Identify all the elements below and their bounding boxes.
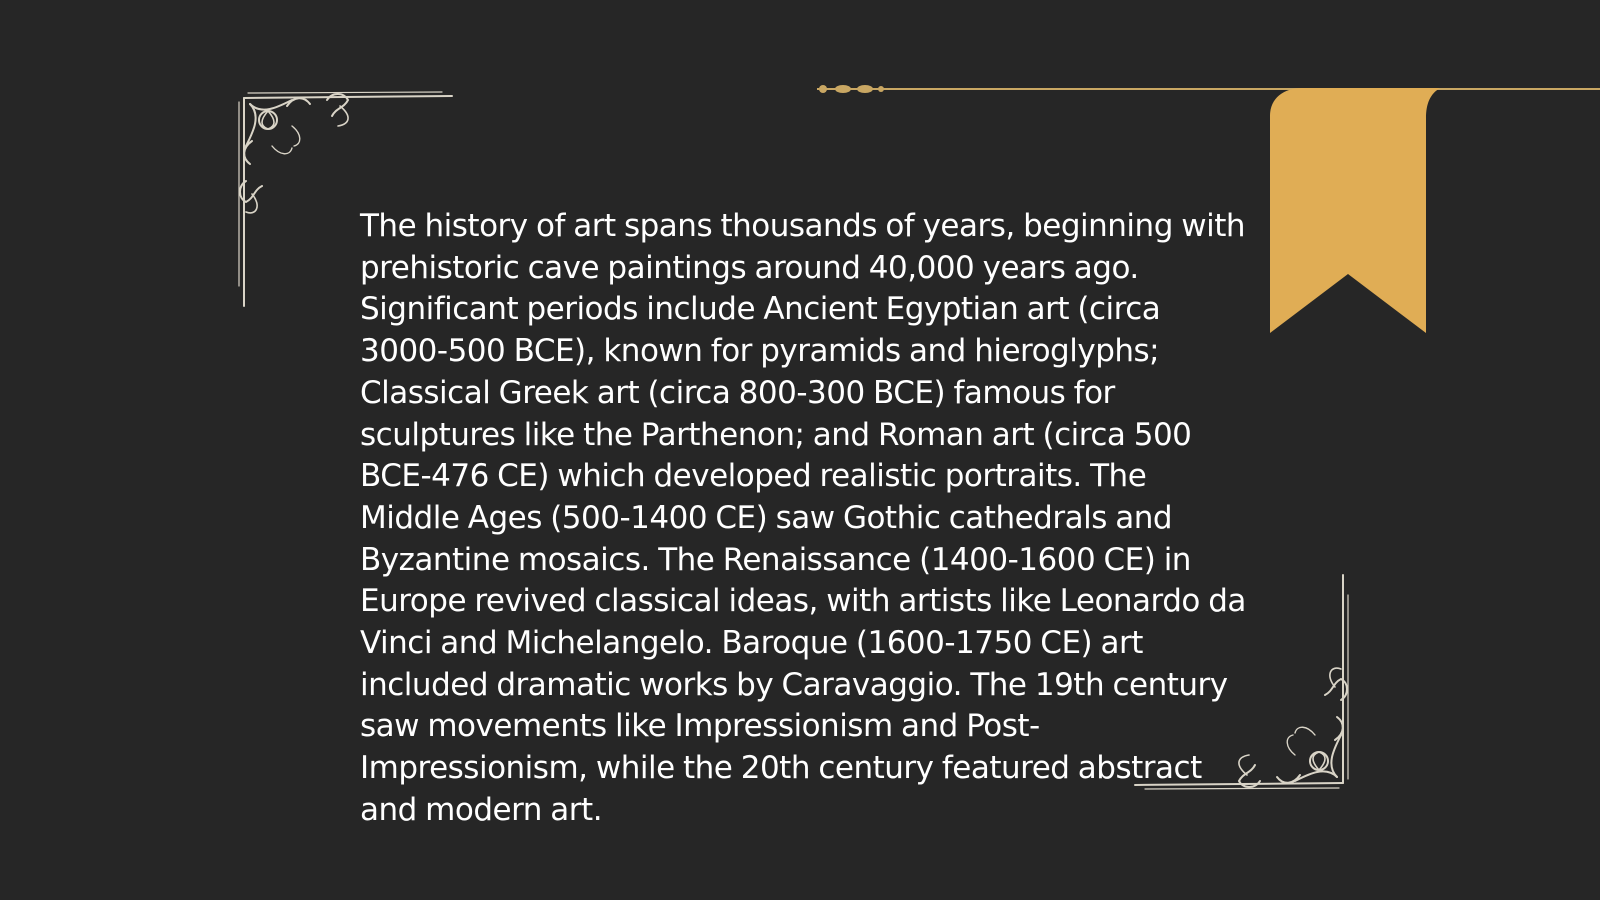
- bookmark-ribbon-icon: [1270, 88, 1440, 338]
- decorative-rule-icon: [815, 80, 1600, 96]
- body-paragraph: The history of art spans thousands of years, beginning with prehistoric cave paintings around 40,000 years ago. Significant periods include Ancient Egyptian art (circa 3000-500 BCE), known for pyramids and hieroglyphs; Classical Greek art (circa 800-300 BCE) famous for sculptures like the Parthenon; and Roman art (circa 500 BCE-476 CE) which developed realistic portraits. The Middle Ages (500-1400 CE) saw Gothic cathedrals and Byzantine mosaics. The Renaissance (1400-1600 CE) in Europe revived classical ideas, with artists like Leonardo da Vinci and Michelangelo. Baroque (1600-1750 CE) art included dramatic works by Caravaggio. The 19th century saw movements like Impressionism and Post-Impressionism, while the 20th century featured abstract and modern art.: [360, 208, 1246, 828]
